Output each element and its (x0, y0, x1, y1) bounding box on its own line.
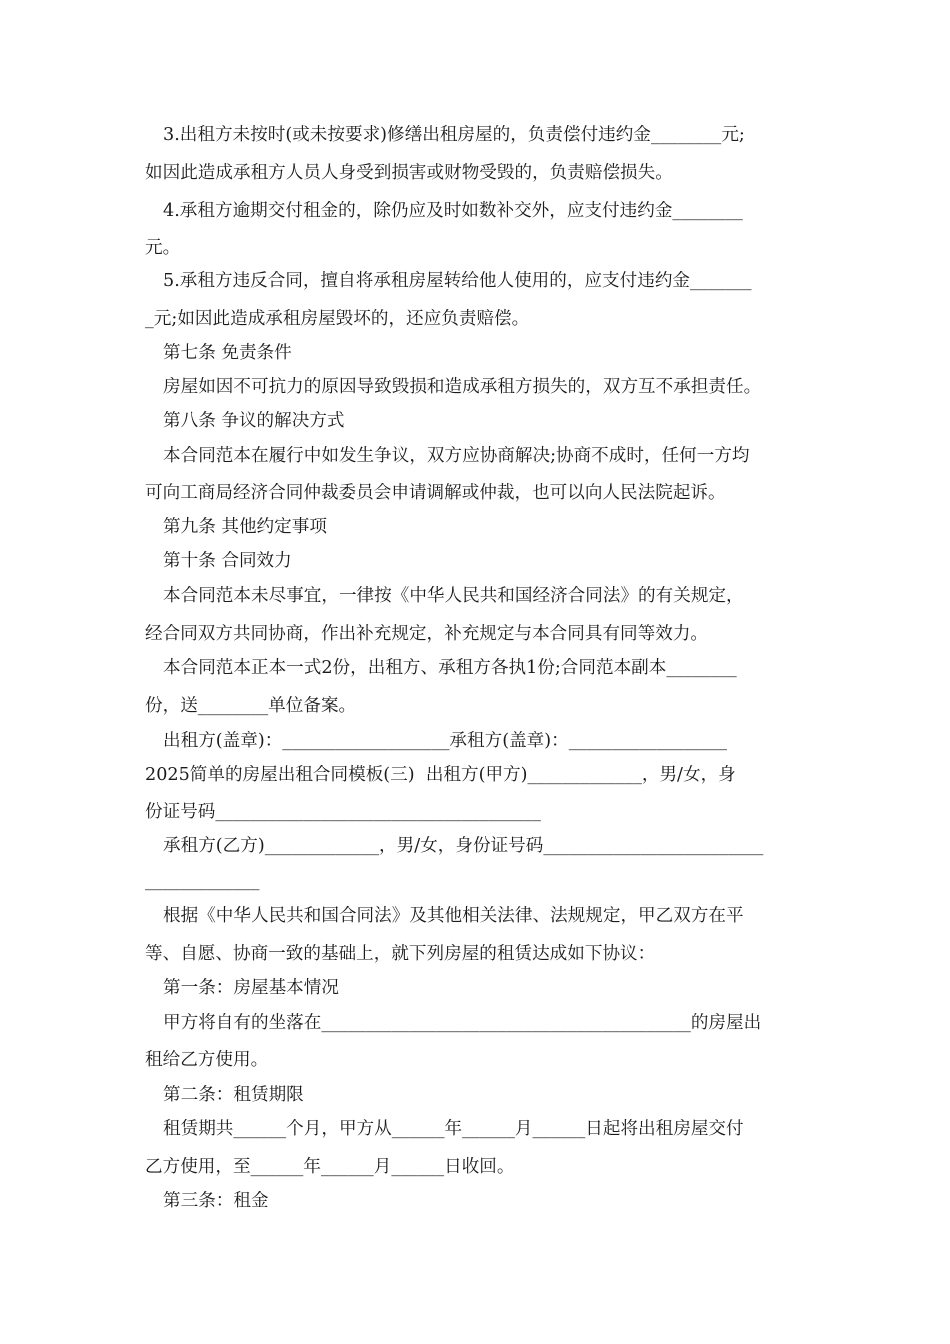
template-3-party-b-line-1: 承租方(乙方)_____________，男/女，身份证号码_________________________ (163, 836, 764, 856)
article-10-body-line-2: 经合同双方共同协商，作出补充规定，补充规定与本合同具有同等效力。 (145, 624, 709, 644)
article-7-body: 房屋如因不可抗力的原因导致毁损和造成承租方损失的，双方互不承担责任。 (163, 377, 762, 397)
clause-6-4-line-1: 4.承租方逾期交付租金的，除仍应及时如数补交外，应支付违约金________ (163, 201, 743, 221)
article-10-body-line-1: 本合同范本未尽事宜，一律按《中华人民共和国经济合同法》的有关规定， (163, 586, 744, 606)
article-2-heading: 第二条：租赁期限 (163, 1085, 304, 1105)
clause-6-3-line-1: 3.出租方未按时(或未按要求)修缮出租房屋的，负责偿付违约金________元; (163, 125, 745, 145)
preamble-line-1: 根据《中华人民共和国合同法》及其他相关法律、法规规定，甲乙双方在平 (163, 906, 744, 926)
article-8-heading: 第八条 争议的解决方式 (163, 411, 345, 431)
article-1-body-line-1: 甲方将自有的坐落在__________________________________________的房屋出 (163, 1013, 762, 1033)
clause-6-3-line-2: 如因此造成承租方人员人身受到损害或财物受毁的，负责赔偿损失。 (145, 163, 673, 183)
template-3-party-a-line-1: 2025简单的房屋出租合同模板(三) 出租方(甲方)_____________，男/女，身 (145, 765, 736, 785)
clause-6-4-line-2: 元。 (145, 238, 181, 258)
article-1-body-line-2: 租给乙方使用。 (145, 1050, 269, 1070)
article-10-heading: 第十条 合同效力 (163, 551, 292, 571)
signature-line: 出租方(盖章)：___________________承租方(盖章)：__________________ (163, 731, 728, 751)
copies-line-2: 份，送________单位备案。 (145, 696, 357, 716)
preamble-line-2: 等、自愿、协商一致的基础上，就下列房屋的租赁达成如下协议： (145, 944, 656, 964)
article-3-heading: 第三条：租金 (163, 1191, 269, 1211)
article-8-body-line-1: 本合同范本在履行中如发生争议，双方应协商解决;协商不成时，任何一方均 (163, 446, 750, 466)
copies-line-1: 本合同范本正本一式2份，出租方、承租方各执1份;合同范本副本________ (163, 658, 737, 678)
article-9-heading: 第九条 其他约定事项 (163, 517, 327, 537)
article-8-body-line-2: 可向工商局经济合同仲裁委员会申请调解或仲裁，也可以向人民法院起诉。 (145, 483, 726, 503)
article-1-heading: 第一条：房屋基本情况 (163, 978, 339, 998)
template-3-party-b-line-2: _____________ (145, 871, 260, 891)
template-3-party-a-line-2: 份证号码_____________________________________ (145, 802, 541, 822)
clause-6-5-line-1: 5.承租方违反合同，擅自将承租房屋转给他人使用的，应支付违约金_______ (163, 271, 752, 291)
clause-6-5-line-2: _元;如因此造成承租房屋毁坏的，还应负责赔偿。 (145, 309, 530, 329)
article-2-body-line-1: 租赁期共______个月，甲方从______年______月______日起将出租房屋交付 (163, 1119, 744, 1139)
article-7-heading: 第七条 免责条件 (163, 343, 292, 363)
article-2-body-line-2: 乙方使用，至______年______月______日收回。 (145, 1157, 515, 1177)
